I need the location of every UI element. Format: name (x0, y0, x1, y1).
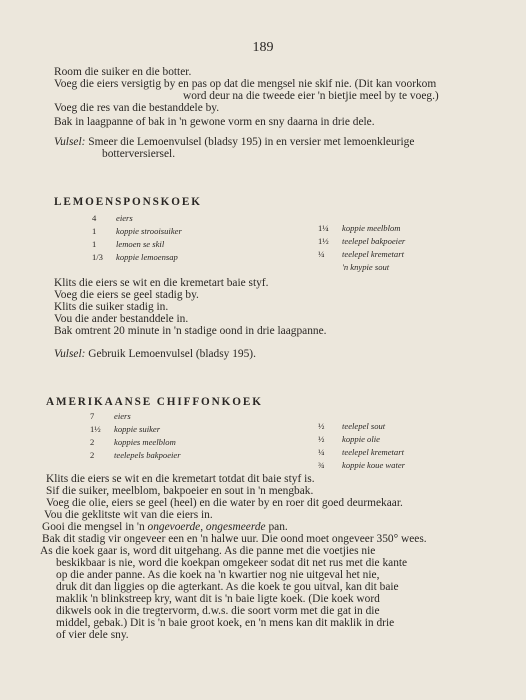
recipe2-method-line: druk dit dan liggies op die agterkant. As die koek te gou uitval, kan dit baie (56, 581, 399, 593)
page-number: 189 (252, 40, 274, 55)
recipe2-method-line: Sif die suiker, meelblom, bakpoeier en sout in 'n mengbak. (46, 485, 314, 497)
ingredient-qty: 1½ (318, 236, 329, 246)
method-text-italic: ongevoerde, ongesmeerde (147, 521, 266, 533)
intro-vulsel-line-2: botterversiersel. (102, 148, 176, 160)
recipe1-method-line: Voeg die eiers se geel stadig by. (54, 289, 199, 301)
recipe2-method-line: op die ander panne. As die koek na 'n kwartier nog nie uitgeval het nie, (56, 569, 380, 581)
recipe2-method-line: beskikbaar is nie, word die koekpan omgekeer sodat dit net rus met die kante (56, 557, 408, 569)
ingredient-name: lemoen se skil (116, 239, 165, 249)
recipe1-ingredient (318, 222, 400, 234)
ingredient-qty: ¼ (318, 447, 325, 457)
ingredient-name: eiers (116, 213, 133, 223)
ingredient-name: koppie suiker (114, 424, 161, 434)
ingredient-qty: 2 (90, 437, 95, 447)
ingredient-qty: ¾ (318, 460, 325, 470)
recipe2-method-line: Voeg die olie, eiers se geel (heel) en die water by en roer dit goed deurmekaar. (46, 497, 403, 509)
ingredient-name: koppie olie (342, 434, 380, 444)
recipe1-ingredient (92, 225, 182, 237)
recipe2-method-line (42, 522, 288, 534)
recipe2-method-line: of vier dele sny. (56, 629, 129, 641)
ingredient-name: teelepels bakpoeier (114, 450, 181, 460)
method-text: Gooi die mengsel in 'n (42, 521, 148, 533)
ingredient-name: koppies meelblom (114, 437, 176, 447)
recipe2-ingredient (318, 420, 385, 432)
intro-line-1: Room die suiker en die botter. (54, 66, 192, 78)
ingredient-name: 'n knypie sout (342, 262, 390, 272)
recipe2-method-line: As die koek gaar is, word dit uitgehang. As die panne met die voetjies nie (40, 545, 376, 557)
recipe2-ingredient (90, 410, 131, 422)
recipe1-ingredient (318, 248, 404, 260)
recipe2-method-line: Klits die eiers se wit en die kremetart totdat dit baie styf is. (46, 473, 315, 485)
recipe2-method-line: maklik 'n blinkstreep kry, want dit is 'n baie ligte koek. (Die koek word (56, 593, 380, 605)
recipe2-method-line: Bak dit stadig vir ongeveer een en 'n halwe uur. Die oond moet ongeveer 350° wees. (42, 533, 427, 545)
ingredient-qty: ½ (318, 421, 325, 431)
recipe2-ingredient (318, 459, 405, 471)
ingredient-name: koppie strooisuiker (116, 226, 182, 236)
intro-vulsel-label: Vulsel: (54, 136, 86, 148)
ingredient-qty: 1½ (90, 424, 101, 434)
recipe2-ingredient (90, 436, 176, 448)
ingredient-qty: 7 (90, 411, 95, 421)
recipe1-method-line: Vou die ander bestanddele in. (54, 313, 189, 325)
ingredient-name: koppie koue water (342, 460, 406, 470)
intro-line-5: Bak in laagpanne of bak in 'n gewone vorm en sny daarna in drie dele. (54, 116, 375, 128)
ingredient-qty: 4 (92, 213, 97, 223)
recipe1-ingredient (318, 261, 389, 273)
intro-line-2: Voeg die eiers versigtig by en pas op dat die mengsel nie skif nie. (Dit kan voorkom (54, 78, 437, 90)
recipe1-vulsel-label: Vulsel: (54, 348, 86, 360)
ingredient-name: teelepel bakpoeier (342, 236, 406, 246)
recipe1-vulsel (54, 349, 256, 361)
recipe1-ingredient (92, 238, 164, 250)
intro-line-4: Voeg die res van die bestanddele by. (54, 102, 220, 114)
ingredient-qty: ¼ (318, 249, 325, 259)
intro-vulsel-line-1 (54, 137, 414, 149)
recipe2-ingredient (90, 423, 160, 435)
recipe2-ingredient (90, 449, 181, 461)
recipe1-method-line: Bak omtrent 20 minute in 'n stadige oond in drie laagpanne. (54, 325, 327, 337)
recipe1-ingredient (92, 251, 178, 263)
ingredient-qty: 2 (90, 450, 95, 460)
recipe1-method-line: Klits die eiers se wit en die kremetart baie styf. (54, 277, 269, 289)
intro-vulsel-text: Smeer die Lemoenvulsel (bladsy 195) in en versier met lemoenkleurige (88, 136, 415, 148)
recipe1-ingredient (318, 235, 405, 247)
recipe2-method-line: middel, gebak.) Dit is 'n baie groot koek, en 'n mens kan dit maklik in drie (56, 617, 395, 629)
method-text: pan. (265, 521, 288, 533)
recipe2-method-line: Vou die geklitste wit van die eiers in. (44, 509, 213, 521)
ingredient-name: teelepel sout (342, 421, 386, 431)
ingredient-qty: 1¼ (318, 223, 329, 233)
recipe-title-amerikaanse-chiffonkoek: AMERIKAANSE CHIFFONKOEK (46, 396, 263, 408)
ingredient-qty: ½ (318, 434, 325, 444)
recipe2-method-line: dikwels ook in die tregtervorm, d.w.s. die soort vorm met die gat in die (56, 605, 380, 617)
ingredient-qty: 1 (92, 239, 97, 249)
recipe-title-lemoensponskoek: LEMOENSPONSKOEK (54, 196, 202, 208)
ingredient-name: teelepel kremetart (342, 447, 404, 457)
ingredient-name: koppie meelblom (342, 223, 401, 233)
ingredient-qty: 1 (92, 226, 97, 236)
ingredient-name: koppie lemoensap (116, 252, 178, 262)
intro-line-3: word deur na die tweede eier 'n bietjie meel by te voeg.) (183, 90, 439, 102)
ingredient-name: teelepel kremetart (342, 249, 404, 259)
ingredient-qty: 1/3 (92, 252, 103, 262)
recipe2-ingredient (318, 433, 380, 445)
recipe1-ingredient (92, 212, 133, 224)
ingredient-name: eiers (114, 411, 131, 421)
recipe1-vulsel-text: Gebruik Lemoenvulsel (bladsy 195). (88, 348, 256, 360)
recipe2-ingredient (318, 446, 404, 458)
recipe1-method-line: Klits die suiker stadig in. (54, 301, 169, 313)
